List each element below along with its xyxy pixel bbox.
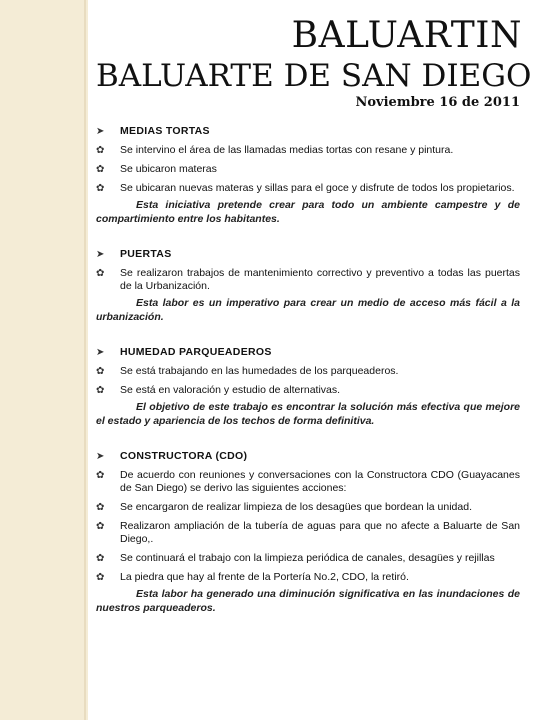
page-title: BALUARTIN: [291, 15, 522, 56]
sidebar-divider: [84, 0, 86, 720]
flower-bullet-icon: ✿: [96, 366, 105, 377]
list-item-text: Se intervino el área de las llamadas medias tortas con resane y pintura.: [120, 144, 454, 156]
flower-bullet-icon: ✿: [96, 145, 105, 156]
section-constructora: [96, 450, 520, 615]
section-puertas: [96, 248, 520, 324]
section-heading-text: CONSTRUCTORA (CDO): [120, 450, 248, 462]
arrow-bullet-icon: ➤: [96, 126, 105, 137]
list-item: [96, 144, 520, 157]
section-heading: [96, 450, 520, 463]
flower-bullet-icon: ✿: [96, 521, 105, 532]
list-item: [96, 501, 520, 514]
arrow-bullet-icon: ➤: [96, 347, 105, 358]
list-item-text: Se realizaron trabajos de mantenimiento correctivo y preventivo a todas las puertas de la Urbanización.: [120, 267, 520, 292]
flower-bullet-icon: ✿: [96, 268, 105, 279]
date-label: Noviembre 16 de 2011: [355, 95, 520, 110]
page-subtitle: BALUARTE DE SAN DIEGO: [96, 58, 532, 94]
flower-bullet-icon: ✿: [96, 164, 105, 175]
list-item-text: Se ubicaron materas: [120, 163, 217, 175]
list-item-text: Se encargaron de realizar limpieza de los desagües que bordean la unidad.: [120, 501, 472, 513]
content-area: [96, 118, 520, 615]
list-item-text: Se está en valoración y estudio de alternativas.: [120, 384, 341, 396]
list-item: [96, 469, 520, 495]
flower-bullet-icon: ✿: [96, 385, 105, 396]
sidebar-decoration: [0, 0, 88, 720]
list-item-text: Se continuará el trabajo con la limpieza periódica de canales, desagües y rejillas: [120, 552, 495, 564]
flower-bullet-icon: ✿: [96, 183, 105, 194]
list-item: [96, 163, 520, 176]
arrow-bullet-icon: ➤: [96, 249, 105, 260]
list-item: [96, 552, 520, 565]
section-note: Esta iniciativa pretende crear para todo un ambiente campestre y de compartimiento entre los habitantes.: [96, 199, 520, 225]
list-item: [96, 267, 520, 293]
arrow-bullet-icon: ➤: [96, 451, 105, 462]
section-heading-text: PUERTAS: [120, 248, 172, 260]
list-item: [96, 182, 520, 195]
list-item: [96, 520, 520, 546]
flower-bullet-icon: ✿: [96, 470, 105, 481]
section-heading-text: MEDIAS TORTAS: [120, 125, 210, 137]
list-item-text: Se está trabajando en las humedades de los parqueaderos.: [120, 365, 399, 377]
section-heading: [96, 125, 520, 138]
flower-bullet-icon: ✿: [96, 553, 105, 564]
list-item-text: Se ubicaran nuevas materas y sillas para el goce y disfrute de todos los propietarios.: [120, 182, 515, 194]
flower-bullet-icon: ✿: [96, 502, 105, 513]
section-note: El objetivo de este trabajo es encontrar la solución más efectiva que mejore el estado y apariencia de los techos de forma definitiva.: [96, 401, 520, 427]
list-item-text: La piedra que hay al frente de la Portería No.2, CDO, la retiró.: [120, 571, 409, 583]
list-item: [96, 384, 520, 397]
section-note: Esta labor es un imperativo para crear un medio de acceso más fácil a la urbanización.: [96, 297, 520, 323]
section-note: Esta labor ha generado una diminución significativa en las inundaciones de nuestros parqueaderos.: [96, 588, 520, 614]
list-item-text: Realizaron ampliación de la tubería de aguas para que no afecte a Baluarte de San Diego,.: [120, 520, 520, 545]
list-item: [96, 571, 520, 584]
list-item: [96, 365, 520, 378]
section-heading: [96, 346, 520, 359]
section-heading-text: HUMEDAD PARQUEADEROS: [120, 346, 272, 358]
section-humedad-parqueaderos: [96, 346, 520, 428]
list-item-text: De acuerdo con reuniones y conversaciones con la Constructora CDO (Guayacanes de San Diego) se derivo las siguientes acciones:: [120, 469, 520, 494]
section-medias-tortas: [96, 125, 520, 226]
section-heading: [96, 248, 520, 261]
flower-bullet-icon: ✿: [96, 572, 105, 583]
